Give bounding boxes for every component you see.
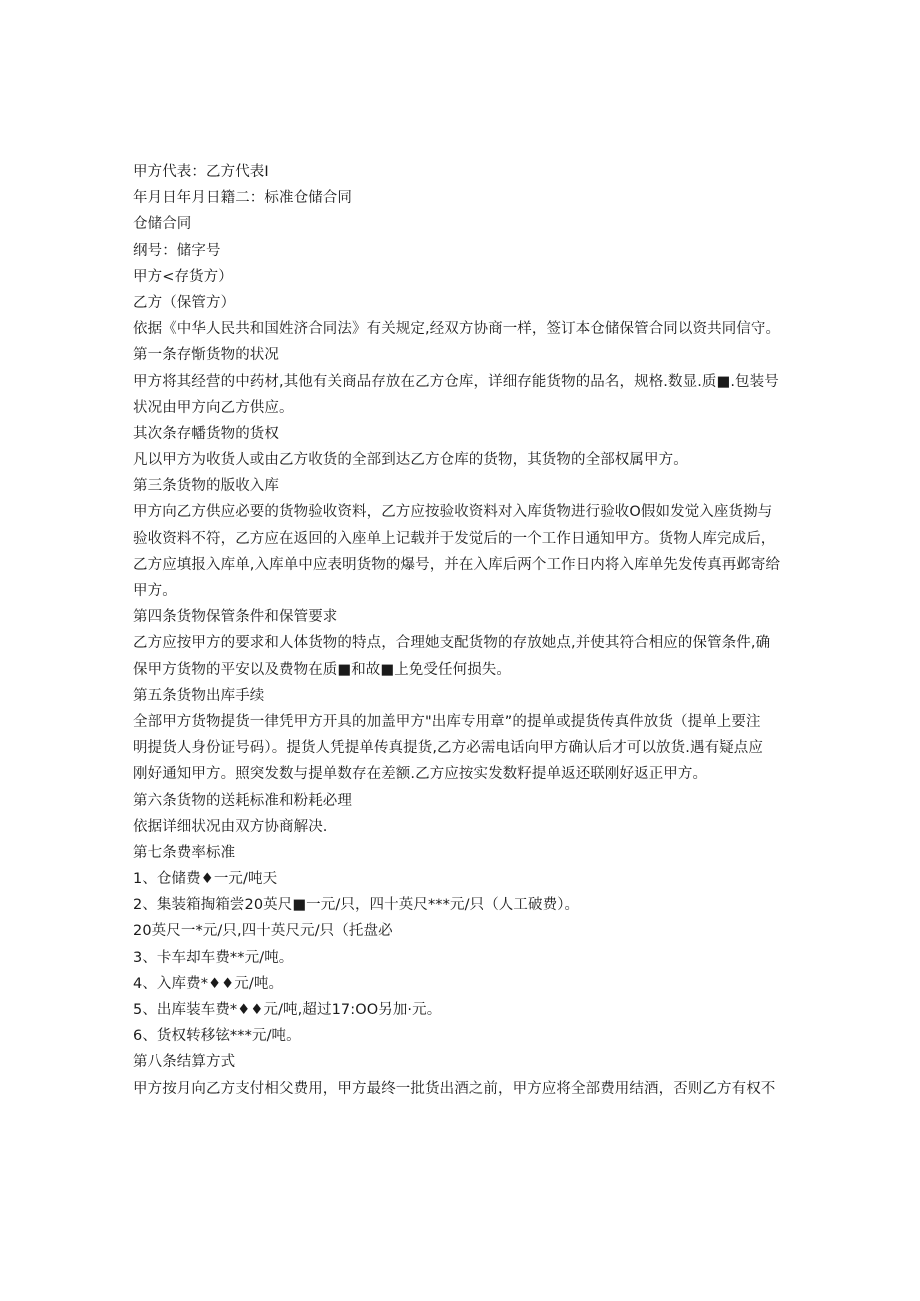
fee-item: 2、集装箱掏箱尝20英尺■一元/只，四十英尺***元/只（人工破费）。: [133, 897, 580, 914]
article-1-text: 甲方将其经营的中药材,其他有关商品存放在乙方仓库，详细存能货物的品名，规格.数显.质■.包装号: [133, 373, 779, 390]
article-5-text: 刚好通知甲方。照突发数与提单数存在差额.乙方应按实发数籽提单返还联刚好返正甲方。: [133, 766, 708, 783]
fee-item: 3、卡车却车费**元/吨。: [133, 949, 294, 966]
article-8-text: 甲方按月向乙方支付相父费用，甲方最终一批货出酒之前，甲方应将全部费用结酒，否则乙方有权不: [133, 1080, 776, 1097]
date-title-line: 年月日年月日籍二：标准仓储合同: [133, 190, 352, 207]
article-8-heading: 第八条结算方式: [133, 1054, 236, 1071]
article-3-text: 甲方向乙方供应必要的货物验收资料，乙方应按验收资料对入库货物进行验收O假如发觉入座货拗与: [133, 504, 773, 521]
article-3-text: 甲方。: [133, 583, 177, 599]
fee-item: 6、货权转移铉***元/吨。: [133, 1028, 301, 1045]
article-5-heading: 第五条货物出库手续: [133, 687, 265, 704]
article-2-heading: 其次条存幡货物的货权: [133, 425, 279, 442]
document-body: [133, 159, 788, 1102]
preamble: 依据《中华人民共和国姓济合同法》有关规定,经双方协商一样，签订本仓储保管合同以资共同信守。: [133, 321, 781, 338]
article-1-heading: 第一条存惭货物的状况: [133, 347, 279, 364]
contract-number: 纲号：储字号: [133, 242, 221, 259]
fee-item: 1、仓储费♦一元/吨天: [133, 871, 278, 888]
article-3-heading: 第三条货物的版收入库: [133, 478, 279, 495]
article-4-text: 保甲方货物的平安以及费物在质■和故■上免受任何损失。: [133, 661, 511, 678]
article-3-text: 乙方应填报入库单,入库单中应表明货物的爆号，并在入库后两个工作日内将入库单先发传真再邺寄给: [133, 556, 781, 573]
representatives-line: 甲方代表：乙方代表I: [133, 164, 269, 180]
article-4-text: 乙方应按甲方的要求和人体货物的特点，合理她支配货物的存放她点,并使其符合相应的保管条件,确: [133, 635, 771, 652]
contract-title: 仓储合同: [133, 216, 192, 233]
party-a: 甲方<存货方）: [133, 268, 233, 285]
article-1-text: 状况由甲方向乙方供应。: [133, 399, 294, 416]
fee-item: 4、入库费*♦♦元/吨。: [133, 975, 284, 992]
article-7-heading: 第七条费率标准: [133, 844, 236, 861]
article-3-text: 验收资料不符，乙方应在返回的入座单上记载并于发觉后的一个工作日通知甲方。货物人库完成后，: [133, 530, 776, 547]
article-6-heading: 第六条货物的送耗标准和粉耗必理: [133, 792, 352, 809]
party-b: 乙方（保管方）: [133, 294, 236, 311]
fee-item: 20英尺一*元/只,四十英尺元/只（托盘必: [133, 923, 393, 940]
fee-item: 5、出库装车费*♦♦元/吨,超过17:OO另加·元。: [133, 1002, 442, 1018]
article-5-text: 全部甲方货物提货一律凭甲方开具的加盖甲方"出库专用章”的提单或提货传真件放货（提单上要注: [133, 713, 761, 730]
article-4-heading: 第四条货物保管条件和保管要求: [133, 609, 338, 626]
article-6-text: 依据详细状况由双方协商解决.: [133, 818, 328, 835]
article-2-text: 凡以甲方为收货人或由乙方收货的全部到达乙方仓库的货物，其货物的全部权属甲方。: [133, 452, 688, 469]
article-5-text: 明提货人身份证号码）。提货人凭提单传真提货,乙方必需电话向甲方确认后才可以放货.遇有疑点应: [133, 740, 763, 757]
